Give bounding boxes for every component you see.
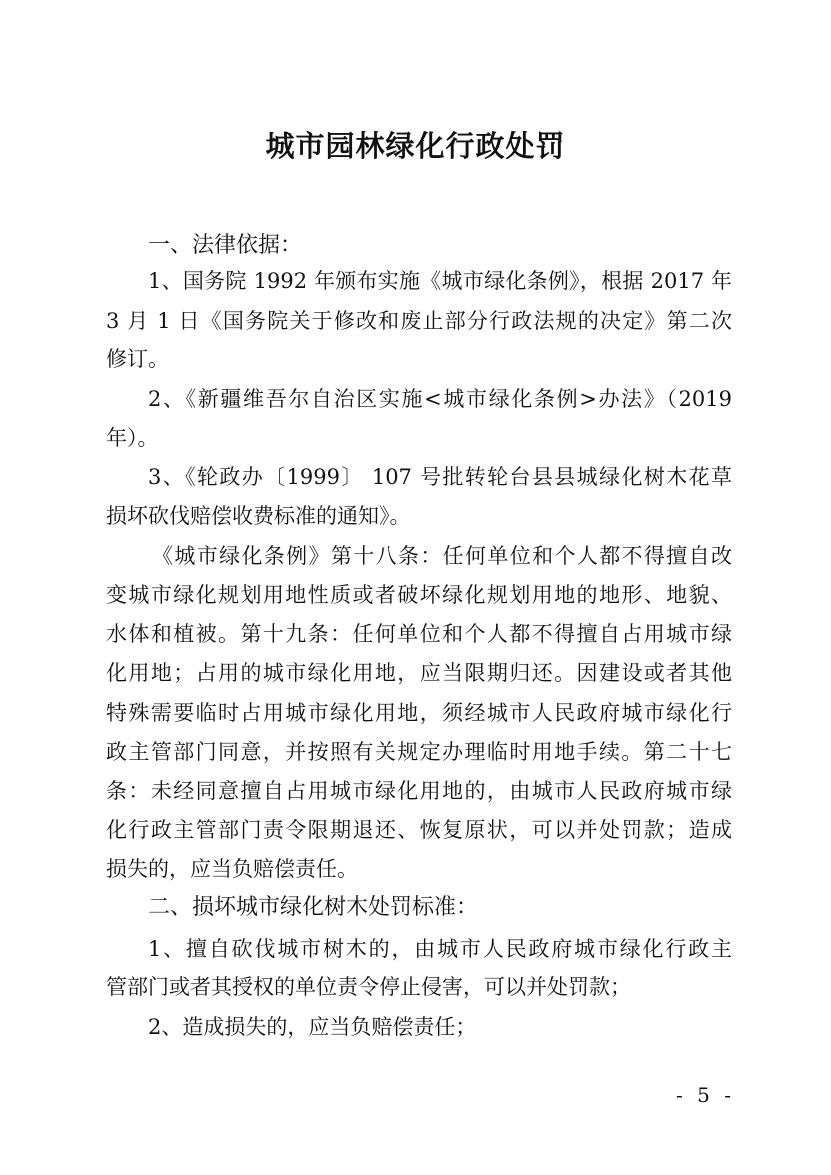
paragraph-line: 2、造成损失的，应当负赔偿责任； [148,1015,477,1039]
paragraph-line: 化用地；占用的城市绿化用地，应当限期归还。因建设或者其他 [106,661,732,685]
document-title: 城市园林绿化行政处罚 [265,129,566,163]
paragraph-line: 化行政主管部门责令限期退还、恢复原状，可以并处罚款；造成 [106,818,732,842]
paragraph-line: 变城市绿化规划用地性质或者破坏绿化规划用地的地形、地貌、 [106,583,732,607]
paragraph-line: 1、国务院 1992 年颁布实施《城市绿化条例》，根据 2017 年 [148,269,732,293]
paragraph-line: 2、《新疆维吾尔自治区实施<城市绿化条例>办法》（2019 [148,387,732,411]
paragraph-line: 《城市绿化条例》第十八条：任何单位和个人都不得擅自改 [152,544,732,568]
paragraph-line: 条：未经同意擅自占用城市绿化用地的，由城市人民政府城市绿 [106,779,732,803]
paragraph-line: 3、《轮政办〔1999〕 107 号批转轮台县县城绿化树木花草 [148,465,732,489]
paragraph-line: 损坏砍伐赔偿收费标准的通知》。 [106,504,411,528]
paragraph-line: 年）。 [106,426,159,450]
page-number: - 5 - [676,1083,735,1107]
paragraph-line: 水体和植被。第十九条：任何单位和个人都不得擅自占用城市绿 [106,622,732,646]
section-heading-legal-basis: 一、法律依据： [148,233,303,258]
paragraph-line: 3 月 1 日《国务院关于修改和废止部分行政法规的决定》第二次 [106,309,732,333]
paragraph-line: 修订。 [106,347,169,371]
section-heading-damage-penalty: 二、损坏城市绿化树木处罚标准： [148,895,479,920]
paragraph-line: 1、擅自砍伐城市树木的，由城市人民政府城市绿化行政主 [148,937,732,961]
paragraph-line: 特殊需要临时占用城市绿化用地，须经城市人民政府城市绿化行 [106,701,732,725]
paragraph-line: 损失的，应当负赔偿责任。 [106,857,358,881]
paragraph-line: 管部门或者其授权的单位责令停止侵害，可以并处罚款； [106,975,631,999]
paragraph-line: 政主管部门同意，并按照有关规定办理临时用地手续。第二十七 [106,740,732,764]
